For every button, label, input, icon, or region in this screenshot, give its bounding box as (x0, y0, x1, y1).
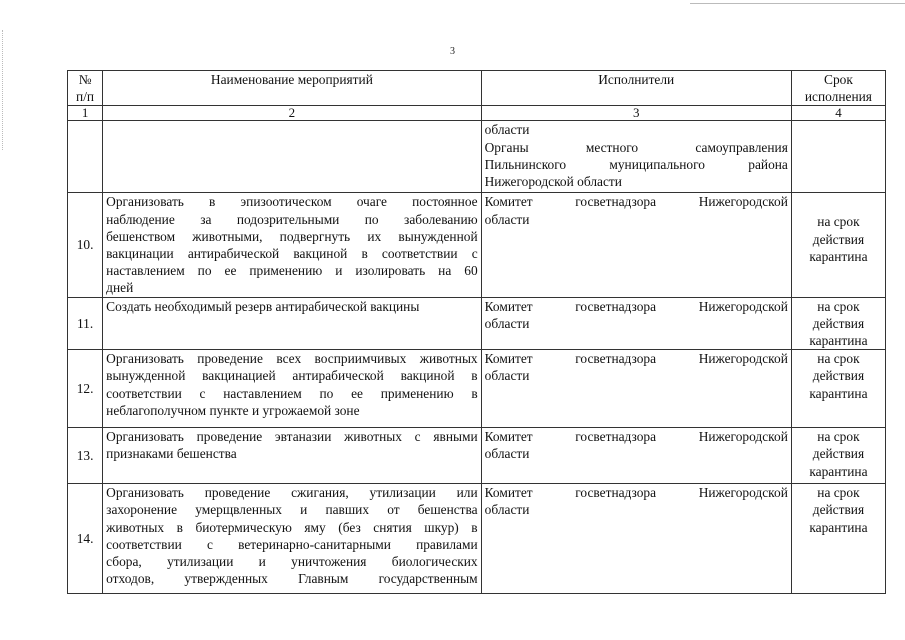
executor-line: области (484, 368, 530, 384)
measure-line: отходов, утвержденных Главным государственным (106, 571, 478, 587)
term-line: карантина (809, 248, 868, 264)
executor-line: области (484, 446, 530, 462)
table-header-row (68, 71, 886, 106)
row-term (791, 297, 885, 350)
measure-line: сбора, утилизации и уничтожения биологических (106, 554, 478, 570)
row-term (791, 350, 885, 428)
term-line: на срок (817, 485, 860, 501)
term-line: на срок (817, 298, 860, 314)
row-executors (481, 297, 791, 350)
term-line: карантина (809, 463, 868, 479)
continuation-num (68, 121, 103, 193)
term-line: карантина (809, 333, 868, 349)
measure-line: Организовать проведение эвтаназии животных с явными (106, 429, 478, 445)
table-row (68, 193, 886, 297)
measure-line: Организовать проведение сжигания, утилизации или (106, 485, 478, 501)
row-measure (103, 428, 481, 484)
measure-line: вакцинации антирабической вакциной в соответствии с (106, 246, 478, 262)
measures-table (67, 70, 886, 594)
measure-line: животных в биотермическую яму (без снятия шкур) в (106, 519, 478, 535)
measure-line: Организовать проведение всех восприимчивых животных (106, 351, 478, 367)
measure-line: Создать необходимый резерв антирабической вакцины (106, 298, 420, 314)
row-number: 12. (68, 350, 103, 428)
continuation-term (791, 121, 885, 193)
executor-line: Комитет госветнадзора Нижегородской (484, 485, 788, 501)
top-edge-line (690, 3, 905, 4)
measure-line: соответствии с ветеринарно-санитарными правилами (106, 536, 478, 552)
measure-line: Организовать в эпизоотическом очаге постоянное (106, 194, 478, 210)
measure-line: вынужденной вакцинацией антирабической вакциной в (106, 368, 478, 384)
continuation-exec: области Органы местного самоуправления Пильнинского муниципального района Нижегородской области (481, 121, 791, 193)
term-line: на срок (817, 429, 860, 445)
term-line: действия (812, 231, 865, 247)
header-num: № п/п (68, 71, 103, 106)
executor-line: Комитет госветнадзора Нижегородской (484, 298, 788, 314)
row-number: 11. (68, 297, 103, 350)
measure-line: дней (106, 280, 134, 296)
row-number: 14. (68, 484, 103, 594)
header-term: Срок исполнения (791, 71, 885, 106)
continuation-row (68, 121, 886, 193)
executor-line: Комитет госветнадзора Нижегородской (484, 351, 788, 367)
row-measure (103, 484, 481, 594)
term-line: действия (812, 446, 865, 462)
index-4: 4 (791, 106, 885, 121)
header-exec: Исполнители (481, 71, 791, 106)
table-row (68, 484, 886, 594)
executor-line: Комитет госветнадзора Нижегородской (484, 194, 788, 210)
row-term (791, 193, 885, 297)
row-measure (103, 297, 481, 350)
page-number: 3 (450, 46, 455, 57)
column-index-row (68, 106, 886, 121)
index-2: 2 (103, 106, 481, 121)
row-number: 13. (68, 428, 103, 484)
executor-line: Комитет госветнадзора Нижегородской (484, 429, 788, 445)
term-line: действия (812, 368, 865, 384)
index-3: 3 (481, 106, 791, 121)
row-number: 10. (68, 193, 103, 297)
row-term (791, 484, 885, 594)
continuation-name (103, 121, 481, 193)
executor-line: области (484, 211, 530, 227)
index-1: 1 (68, 106, 103, 121)
executor-line: области (484, 502, 530, 518)
measure-line: признаками бешенства (106, 446, 237, 462)
term-line: карантина (809, 519, 868, 535)
row-measure (103, 350, 481, 428)
table-row (68, 350, 886, 428)
table-row (68, 297, 886, 350)
term-line: действия (812, 502, 865, 518)
row-executors (481, 428, 791, 484)
executor-line: области (484, 315, 530, 331)
term-line: карантина (809, 385, 868, 401)
measure-line: бешенством животными, подвергнуть их вынужденной (106, 228, 478, 244)
measure-line: соответствии с наставлением по ее применению в (106, 385, 478, 401)
term-line: на срок (817, 214, 860, 230)
measure-line: неблагополучном пункте и угрожаемой зоне (106, 402, 360, 418)
measure-line: наблюдение за подозрительными по заболеванию (106, 211, 478, 227)
measure-line: захоронение умерщвленных и павших от бешенства (106, 502, 478, 518)
table-row (68, 428, 886, 484)
row-term (791, 428, 885, 484)
term-line: на срок (817, 351, 860, 367)
header-name: Наименование мероприятий (103, 71, 481, 106)
row-executors (481, 350, 791, 428)
term-line: действия (812, 315, 865, 331)
row-measure (103, 193, 481, 297)
row-executors (481, 193, 791, 297)
measure-line: наставлением по ее применению и изолировать на 60 (106, 263, 478, 279)
row-executors (481, 484, 791, 594)
